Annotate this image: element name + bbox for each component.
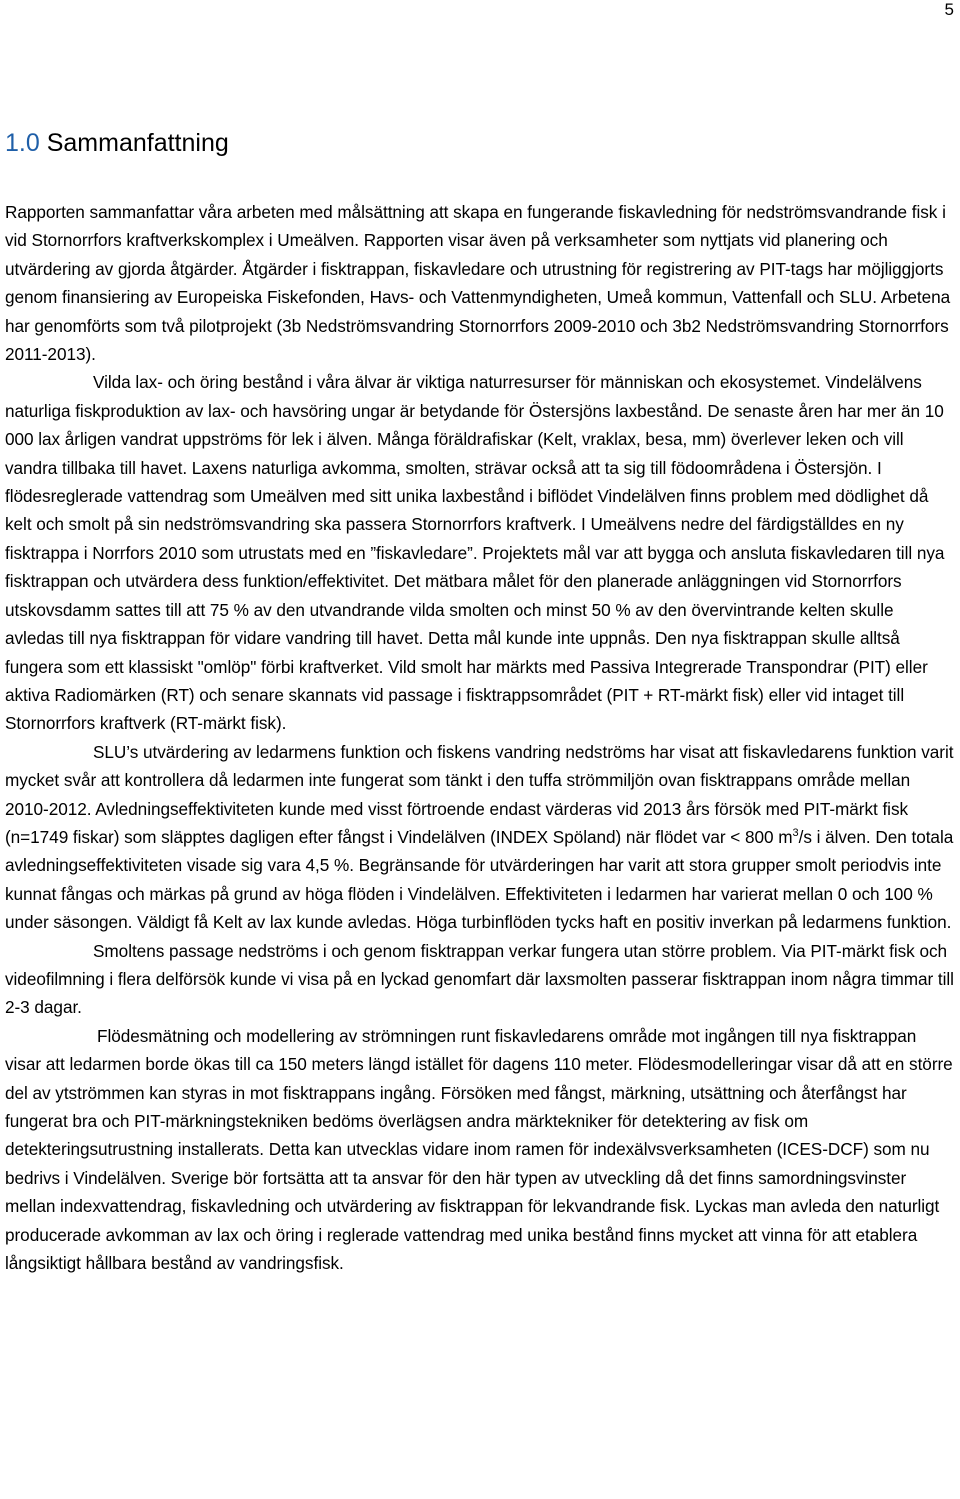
- paragraph-wild-salmon: Vilda lax- och öring bestånd i våra älvar är viktiga naturresurser för människan och ekosystemet. Vindelälvens naturliga fiskproduktion av lax- och havsöring ungar är betydande för Östersjöns laxbestånd. De senaste åren har mer än 10 000 lax årligen vandrat uppströms för lek i älven. Många föräldrafiskar (Kelt, vraklax, besa, mm) överlever leken och vill vandra tillbaka till havet. Laxens naturliga avkomma, smolten, strävar också att ta sig till födoområdena i Östersjön. I flödesreglerade vattendrag som Umeälven med sitt unika laxbestånd i biflödet Vindelälven finns problem med dödlighet då kelt och smolt på sin nedströmsvandring ska passera Stornorrfors kraftverk. I Umeälvens nedre del färdigställdes en ny fisktrappa i Norrfors 2010 som utrustats med en ”fiskavledare”. Projektets mål var att bygga och ansluta fiskavledaren till nya fisktrappan och utvärdera dess funktion/effektivitet. Det mätbara målet för den planerade anläggningen vid Stornorrfors utskovsdamm sattes till att 75 % av den utvandrande vilda smolten och minst 50 % av den övervintrande kelten skulle avledas till nya fisktrappan för vidare vandring till havet. Detta mål kunde inte uppnås. Den nya fisktrappan skulle alltså fungera som ett klassiskt "omlöp" förbi kraftverket. Vild smolt har märkts med Passiva Integrerade Transpondrar (PIT) eller aktiva Radiomärken (RT) och senare skannats vid passage i fisktrappsområdet (PIT + RT-märkt fisk) eller vid intaget till Stornorrfors kraftverk (RT-märkt fisk).: [5, 372, 945, 734]
- paragraph-slu-text-a: SLU’s utvärdering av ledarmens funktion och fiskens vandring nedströms har visat att fiskavledarens funktion varit mycket svår att kontrollera då ledarmen inte fungerat som tänkt i den tuffa strömmiljön ovan fisktrappans område mellan 2010-2012. Avledningseffektiviteten kunde med visst förtroende endast värderas vid 2013 års försök med PIT-märkt fisk (n=1749 fiskar) som släpptes dagligen efter fångst i Vindelälven (INDEX Spöland) när flödet var < 800 m: [5, 741, 954, 847]
- paragraph-slu-text-b: /s i älven. Den totala avledningseffektiviteten visade sig vara 4,5 %. Begränsande för utvärderingen har varit att stora grupper smolt periodvis inte kunnat fångas och märkas på grund av höga flöden i Vindelälven. Effektiviteten i ledarmen har varierat mellan 0 och 100 % under säsongen. Väldigt få Kelt av lax kunde avledas. Höga turbinflöden tycks haft en positiv inverkan på ledarmens funktion.: [5, 826, 954, 933]
- paragraph-intro: Rapporten sammanfattar våra arbeten med målsättning att skapa en fungerande fiskavledning för nedströmsvandrande fisk i vid Stornorrfors kraftverkskomplex i Umeälven. Rapporten visar även på verksamheter som nyttjats vid planering och utvärdering av gjorda åtgärder. Åtgärder i fisktrappan, fiskavledare och utrustning för registrering av PIT-tags har möjliggjorts genom finansiering av Europeiska Fiskefonden, Havs- och Vattenmyndigheten, Umeå kommun, Vattenfall och SLU. Arbetena har genomförts som två pilotprojekt (3b Nedströmsvandring Stornorrfors 2009-2010 och 3b2 Nedströmsvandring Stornorrfors 2011-2013).: [5, 202, 951, 365]
- section-number: 1.0: [5, 129, 40, 157]
- paragraph-flow-measurement: Flödesmätning och modellering av strömningen runt fiskavledarens område mot ingången till nya fisktrappan visar att ledarmen borde ökas till ca 150 meters längd istället för dagens 110 meter. Flödesmodelleringar visar då att en större del av ytströmmen kan styras in mot fisktrappans ingång. Försöken med fångst, märkning, utsättning och återfångst har fungerat bra och PIT-märkningstekniken bedöms överlägsen andra märktekniker för detektering av fisk om detekteringsutrustning installerats. Detta kan utvecklas vidare inom ramen för indexälvsverksamheten (ICES-DCF) som nu bedrivs i Vindelälven. Sverige bör fortsätta att ta ansvar för den här typen av utveckling då det finns samordningsvinster mellan indexvattendrag, fiskavledning och utvärdering av fisktrappan för lekvandrande fisk. Lyckas man avleda den naturligt producerade avkomman av lax och öring i reglerade vattendrag med unika bestånd finns mycket att vinna för att etablera långsiktigt hållbara bestånd av vandringsfisk.: [5, 1025, 953, 1274]
- summary-body: [5, 198, 955, 1277]
- page-number: 5: [944, 0, 954, 19]
- section-title: Sammanfattning: [46, 129, 229, 157]
- superscript: 3: [792, 826, 799, 839]
- paragraph-smolt-passage: Smoltens passage nedströms i och genom fisktrappan verkar fungera utan större problem. Via PIT-märkt fisk och videofilmning i flera delförsök kunde vi visa på en lyckad genomfart där laxsmolten passerar fisktrappan inom några timmar till 2-3 dagar.: [5, 940, 954, 1018]
- section-heading: [5, 128, 229, 158]
- paragraph-slu-evaluation: [5, 738, 955, 937]
